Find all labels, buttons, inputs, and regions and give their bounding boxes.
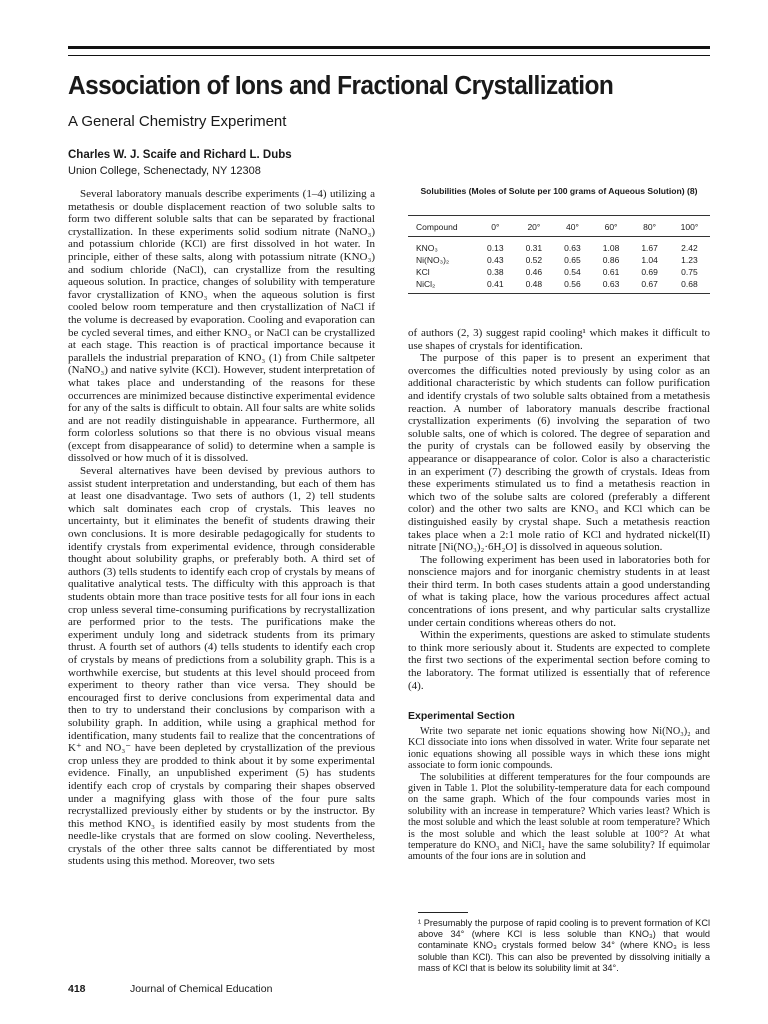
body-paragraph: Within the experiments, questions are asked to stimulate students to think more seriously about it. Students are expected to complete the first two sections of the experimental section before coming to the laboratory. The format utilized is essentially that of reference (4). bbox=[408, 629, 710, 692]
footnote: ¹ Presumably the purpose of rapid cooling is to prevent formation of KCl above 34° (where KCl is less soluble than KNO₃) that would contaminate KNO₃ crystals formed below 34° (where KNO₃ is less soluble than KCl). This can also be prevented by dissolving initially a mass of KCl that is below its solubility limit at 34°. bbox=[418, 918, 710, 973]
table-header-row bbox=[408, 216, 710, 237]
column-header: 60° bbox=[592, 216, 631, 237]
author-names: Charles W. J. Scaife and Richard L. Dubs bbox=[68, 149, 292, 161]
column-header: Compound bbox=[408, 216, 476, 237]
footnote-rule bbox=[418, 912, 468, 913]
table-row bbox=[408, 237, 710, 255]
body-paragraph: of authors (2, 3) suggest rapid cooling¹ which makes it difficult to use shapes of crystals for identification. bbox=[408, 327, 710, 352]
table-cell: 2.42 bbox=[681, 243, 698, 253]
body-paragraph: The purpose of this paper is to present an experiment that overcomes the difficulties noted previously by using color as an additional characteristic by which students can follow purification and identify crystals of two soluble salts obtained from a metathesis reaction. A number of laboratory manuals describe fractional crystallization experiments (6) involving the separation of two soluble salts, one of which is colored. The degree of separation and the purity of crystals can be followed easily by observing the appearance or disappearance of color. Color is also a characteristic in an experiment (7) describing the growth of crystals. Ideas from these experiments stimulated us to find a metathesis reaction in which two of the solube salts are colored (preferably a different color) and the other two salts are KNO₃ and KCl which can be distinguished easily by crystal shape. Such a metathesis reaction takes place when a 2:1 mole ratio of KCl and hydrated nickel(II) nitrate [Ni(NO₃)₂·6H₂O] is dissolved in aqueous solution. bbox=[408, 352, 710, 554]
table-cell: 0.63 bbox=[592, 278, 631, 294]
table-cell: 0.75 bbox=[681, 267, 698, 277]
journal-name: Journal of Chemical Education bbox=[130, 983, 273, 995]
table-cell: 0.46 bbox=[525, 267, 543, 277]
table-cell: 0.54 bbox=[564, 267, 581, 277]
column-header: 80° bbox=[630, 216, 669, 237]
table-cell: 0.13 bbox=[487, 243, 504, 253]
table-cell: NiCl₂ bbox=[408, 278, 476, 294]
table-cell: 0.67 bbox=[630, 278, 669, 294]
table-cell: 0.38 bbox=[487, 267, 504, 277]
table-cell: 0.68 bbox=[669, 278, 710, 294]
table-cell: 1.23 bbox=[681, 255, 698, 265]
header-rule-thin bbox=[68, 55, 710, 56]
column-header: 40° bbox=[553, 216, 592, 237]
table-row bbox=[408, 266, 710, 278]
body-paragraph: Write two separate net ionic equations showing how Ni(NO₃)₂ and KCl dissociate into ions when dissolved in water. Write four separate net ionic equations showing all possible ways in which these ions might associate to form ionic compounds. bbox=[408, 726, 710, 772]
table-cell: KCl bbox=[416, 267, 430, 277]
table-cell: 0.69 bbox=[641, 267, 658, 277]
table-cell: 1.08 bbox=[602, 243, 620, 253]
section-heading: Experimental Section bbox=[408, 710, 515, 722]
author-affiliation: Union College, Schenectady, NY 12308 bbox=[68, 165, 261, 177]
table-cell: 0.63 bbox=[564, 243, 581, 253]
table-cell: 0.31 bbox=[525, 243, 543, 253]
table-row bbox=[408, 254, 710, 266]
table-cell: 0.61 bbox=[602, 267, 620, 277]
page-number: 418 bbox=[68, 983, 86, 995]
table-row bbox=[408, 278, 710, 294]
table-cell: 0.86 bbox=[602, 255, 620, 265]
table-cell: 0.48 bbox=[515, 278, 554, 294]
body-paragraph: Several alternatives have been devised by previous authors to assist student interpretation and understanding, but each of them has at least one disadvantage. Two sets of authors (1, 2) tell students which salt dominates each crop of crystals. This leaves no uncertainty, but it eliminates the benefit of students drawing their own conclusions. It is more desirable pedagogically for students to identify crystals from experimental evidence, through considerable thought about solubility graphs, or preferably both. A third set of authors (3) tells students to identify each crop of crystals by means of qualitative analytical tests. The difficulty with this approach is that students obtain more than trace positive tests for all four ions in each crop unless several time-consuming purifications by recrystallization are performed prior to the tests. The purifications make the experiment unduly long and sidetrack students from its primary thrust. A fourth set of authors (4) tells students to identify each crop of crystals by means of predictions from a solubility graph. This is a worthwhile exercise, but students at this level should proceed from experiment to theory rather than vice versa. They should be encouraged first to derive conclusions from experimental data and then to try to understand their conclusions by comparison with a solubility graph. In addition, while using a graphical method for identification, many students fail to realize that the concentrations of K⁺ and NO₃⁻ have been depleted by crystallization of the previous crop unless they are prodded to think about it by some experimental evidence. Finally, an unpublished experiment (5) has students identify each crop of crystals by comparing their shapes observed under a magnifying glass with those of the four pure salts recrystallized previously either by students or by the instructor. By this method KNO₃ is identified easily by most students from the needle-like crystals that are formed on slow cooling. Nevertheless, crystals of the other three salts cannot be differentiated by most students using this method. Moreover, two sets bbox=[68, 465, 375, 868]
table-cell: 0.41 bbox=[476, 278, 515, 294]
table-cell: 1.04 bbox=[641, 255, 658, 265]
solubility-table bbox=[408, 215, 710, 294]
right-column bbox=[408, 327, 710, 692]
table-cell: 1.67 bbox=[641, 243, 658, 253]
body-paragraph: Several laboratory manuals describe experiments (1–4) utilizing a metathesis or double displacement reaction of two soluble salts to form two different soluble salts that can be separated by fractional crystallization. In these experiments solid sodium nitrate (NaNO₃) and potassium chloride (KCl) are first dissolved in hot water. In principle, either of these salts, along with potassium nitrate (KNO₃) and sodium chloride (NaCl), can crystallize from the resulting aqueous solution. In practice, changes of solubility with temperature favor crystallization of KNO₃ when the aqueous solution is first cooled below room temperature and then crystallization of NaCl if the volume is decreased by evaporation. Cooling and evaporation can be cycled several times, and either KNO₃ or NaCl can be crystallized at each stage. This reaction is of practical importance because it parallels the industrial preparation of KNO₃ (1) from Chile saltpeter (NaNO₃) and native sylvite (KCl). However, student interpretation of what takes place and understanding of the reasons for these occurrences are minimized because distinctive experimental evidence for any of the salts is difficult to obtain. All four salts are white solids and are not readily distinguishable in appearance. Furthermore, all form colorless solutions so that there is no obvious visual means (except from disappearance of solid) to determine when a sample is dissolved or how much of it is dissolved. bbox=[68, 188, 375, 465]
table-cell: Ni(NO₃)₂ bbox=[416, 255, 450, 265]
column-header: 0° bbox=[476, 216, 515, 237]
table-cell: 0.43 bbox=[487, 255, 504, 265]
body-paragraph: The following experiment has been used in laboratories both for nonscience majors and for inorganic chemistry students in at least their third term. In both cases students attain a good understanding of what is taking place, how the various procedures affect actual concentrations of ions present, and why particular salts crystallize under certain conditions whereas others do not. bbox=[408, 553, 710, 629]
article-subtitle: A General Chemistry Experiment bbox=[68, 113, 287, 130]
article-title: Association of Ions and Fractional Crystallization bbox=[68, 72, 614, 100]
left-column bbox=[68, 188, 375, 868]
experimental-section bbox=[408, 726, 710, 863]
column-header: 20° bbox=[515, 216, 554, 237]
table-cell: 0.52 bbox=[525, 255, 543, 265]
table-cell: 0.56 bbox=[553, 278, 592, 294]
body-paragraph: The solubilities at different temperatures for the four compounds are given in Table 1. Plot the solubility-temperature data for each compound on the same graph. Which of the four compounds varies most in solubility with an increase in temperature? Which varies least? Which is the most soluble and which the least soluble at room temperature? Which is the most soluble and which the least soluble at 100°? At what temperature do KNO₃ and NiCl₂ have the same solubility? If equimolar amounts of the four ions are in solution and bbox=[408, 771, 710, 863]
column-header: 100° bbox=[669, 216, 710, 237]
table-cell: KNO₃ bbox=[416, 243, 438, 253]
header-rule-thick bbox=[68, 46, 710, 49]
table-cell: 0.65 bbox=[564, 255, 581, 265]
table-caption: Solubilities (Moles of Solute per 100 grams of Aqueous Solution) (8) bbox=[420, 186, 698, 196]
